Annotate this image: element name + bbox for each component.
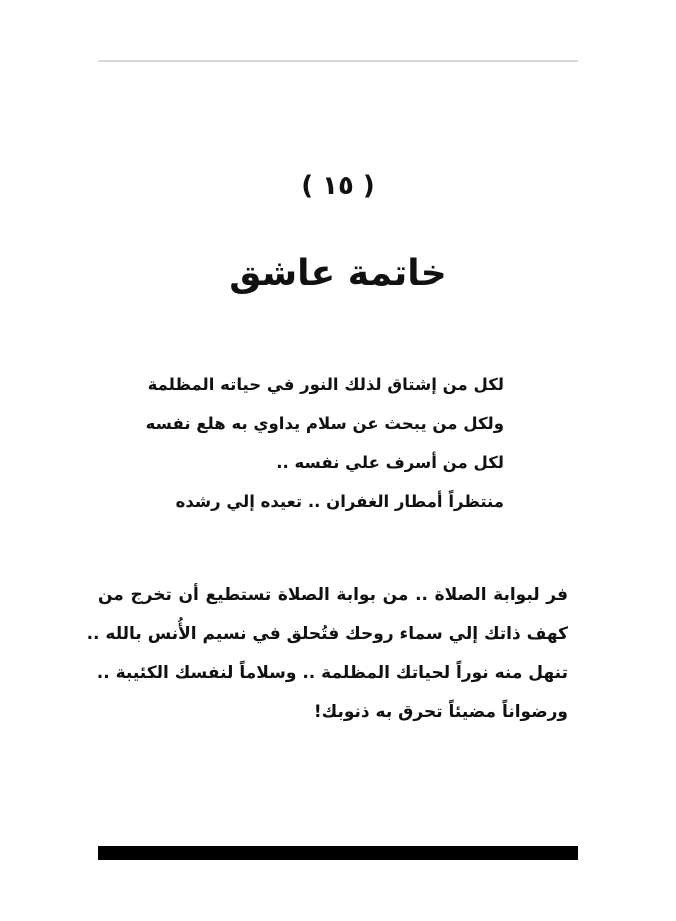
chapter-number: ( ١٥ ) (301, 171, 375, 201)
chapter-title: خاتمة عاشق (229, 253, 447, 294)
dedication-line: ولكل من يبحث عن سلام يداوي به هلع نفسه (145, 414, 504, 433)
body-paragraph (86, 576, 568, 732)
dedication-line: منتظراً أمطار الغفران .. تعيده إلي رشده (175, 492, 504, 511)
page-bottom-bar (98, 846, 578, 860)
dedication-line: لكل من أسرف علي نفسه .. (276, 453, 504, 472)
dedication-line: لكل من إشتاق لذلك النور في حياته المظلمة (147, 375, 504, 394)
paragraph-line: فر لبوابة الصلاة .. من بوابة الصلاة تستطيع أن تخرج من (98, 585, 568, 605)
paragraph-line: ورضواناً مضيئاً تحرق به ذنوبك! (313, 702, 568, 722)
page-top-rule (98, 60, 578, 62)
paragraph-line: تنهل منه نوراً لحياتك المظلمة .. وسلاماً لنفسك الكئيبة .. (96, 663, 568, 683)
paragraph-line: كهف ذاتك إلي سماء روحك فتُحلق في نسيم الأُنس بالله .. (86, 624, 568, 644)
dedication-block (145, 365, 504, 521)
